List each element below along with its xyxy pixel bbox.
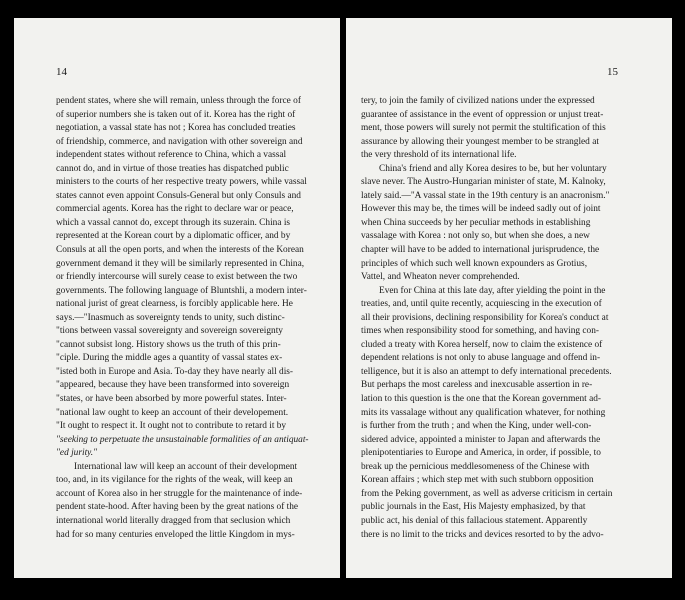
- text-line: assurance by allowing their youngest member to be strangled at: [361, 136, 599, 147]
- text-line: sidered advice, appointed a minister to Japan and afterwards the: [361, 434, 601, 445]
- text-line: "seeking to perpetuate the unsustainable formalities of an antiquat-: [56, 434, 309, 445]
- text-line: account of Korea also in her struggle for the maintenance of inde-: [56, 488, 303, 499]
- text-line: "ed jurity.": [56, 448, 98, 459]
- text-line: dependent relations is not only to abuse language and offend in-: [361, 353, 601, 364]
- text-line: guarantee of assistance in the event of oppression or unjust treat-: [361, 109, 604, 120]
- text-line: principles of which such well known expounders as Grotius,: [361, 258, 588, 269]
- text-line: Korean affairs ; which step met with such stubborn opposition: [361, 475, 594, 486]
- text-line: says.—"Inasmuch as sovereignty tends to unity, such distinc-: [56, 312, 285, 323]
- text-line: or friendly intercourse will surely cease to exist between the two: [56, 272, 298, 283]
- text-line: "It ought to respect it. It ought not to contribute to retard it by: [56, 421, 287, 432]
- text-line: there is no limit to the tricks and devices resorted to by the advo-: [361, 529, 604, 540]
- text-line: "national law ought to keep an account of their developement.: [56, 407, 289, 418]
- text-line: cannot do, and in virtue of those treaties has dispatched public: [56, 163, 289, 174]
- text-line: break up the pernicious meddlesomeness of the Chinese with: [361, 461, 590, 472]
- text-line: of friendship, commerce, and navigation with other sovereign and: [56, 136, 303, 147]
- text-line: ministers to the courts of her respective treaty powers, while vassal: [56, 177, 307, 188]
- text-line: China's friend and ally Korea desires to be, but her voluntary: [379, 163, 607, 174]
- text-line: mits its vassalage without any qualification whatever, for nothing: [361, 407, 606, 418]
- text-line: states cannot even appoint Consuls-General but only Consuls and: [56, 190, 301, 201]
- text-line: of superior numbers she is taken out of it. Korea has the right of: [56, 109, 296, 120]
- text-line: from the Peking government, as well as adverse criticism in certain: [361, 488, 613, 499]
- text-line: public journals in the East, His Majesty emphasized, by that: [361, 502, 586, 513]
- text-line: But perhaps the most careless and inexcusable assertion in re-: [361, 380, 593, 391]
- text-line: vassalage with Korea : not only so, but when she does, a new: [361, 231, 590, 242]
- text-line: However this may be, the times will be indeed sadly out of joint: [361, 204, 601, 215]
- text-line: pendent state-hood. After having been by the great nations of the: [56, 502, 299, 513]
- text-line: times when responsibility stood for something, and having con-: [361, 326, 599, 337]
- text-line: public act, his denial of this fallacious statement. Apparently: [361, 515, 588, 526]
- text-line: lately said.—"A vassal state in the 19th century is an anacronism.": [361, 190, 610, 201]
- text-line: "tions between vassal sovereignty and sovereign sovereignty: [56, 326, 283, 337]
- page-number: 15: [607, 66, 618, 78]
- text-line: the very threshold of its international life.: [361, 150, 517, 161]
- text-line: commercial agents. Korea has the right to declare war or peace,: [56, 204, 294, 215]
- text-line: "states, or have been absorbed by more powerful states. Inter-: [56, 394, 287, 405]
- text-line: "isted both in Europe and Asia. To-day they have nearly all dis-: [56, 366, 294, 377]
- page-number: 14: [56, 66, 67, 78]
- text-line: International law will keep an account of their development: [74, 461, 298, 472]
- text-line: Consuls at all the open ports, and when the interests of the Korean: [56, 245, 304, 256]
- page-text: [361, 95, 654, 542]
- text-line: plenipotentiaries to Europe and America, in order, if possible, to: [361, 448, 601, 459]
- text-line: negotiation, a vassal state has not ; Korea has concluded treaties: [56, 123, 296, 134]
- text-line: "ciple. During the middle ages a quantity of vassal states ex-: [56, 353, 283, 364]
- text-line: independent states without reference to China, which a vassal: [56, 150, 287, 161]
- text-line: cluded a treaty with Korea herself, now to claim the existence of: [361, 339, 603, 350]
- text-line: ment, those powers will surely not permit the stultification of this: [361, 123, 606, 134]
- text-line: is further from the truth ; and when the King, under well-con-: [361, 421, 592, 432]
- text-line: national jurist of great clearness, is forcibly applicable here. He: [56, 299, 293, 310]
- text-line: represented at the Korean court by a diplomatic officer, and by: [56, 231, 291, 242]
- text-line: had for so many centuries enveloped the little Kingdom in mys-: [56, 529, 295, 540]
- text-line: pendent states, where she will remain, unless through the force of: [56, 96, 301, 106]
- text-line: lation to this question is the one that the Korean government ad-: [361, 394, 602, 405]
- text-line: treaties, and, until quite recently, acquiescing in the execution of: [361, 299, 602, 310]
- text-line: international world literally dragged from that seclusion which: [56, 515, 291, 526]
- page-text: [56, 95, 330, 542]
- text-line: Vattel, and Wheaton never comprehended.: [361, 272, 520, 283]
- text-line: all their provisions, declining responsibility for Korea's conduct at: [361, 312, 609, 323]
- text-line: too, and, in its vigilance for the rights of the weak, will keep an: [56, 475, 293, 486]
- text-line: "cannot subsist long. History shows us the truth of this prin-: [56, 339, 281, 350]
- left-page: [14, 18, 340, 578]
- text-line: government demand it they will be similarly represented in China,: [56, 258, 305, 269]
- text-line: "appeared, because they have been transformed into sovereign: [56, 380, 290, 391]
- text-line: slave never. The Austro-Hungarian minister of state, M. Kalnoky,: [361, 177, 606, 188]
- text-line: which a vassal cannot do, except through its suzerain. China is: [56, 217, 291, 228]
- text-line: Even for China at this late day, after yielding the point in the: [379, 285, 606, 296]
- text-line: chapter will have to be added to international jurisprudence, the: [361, 245, 600, 256]
- text-line: governments. The following language of Bluntshli, a modern inter-: [56, 285, 307, 296]
- text-line: telligence, but it is also an attempt to defy international precedents.: [361, 366, 612, 377]
- right-page: [346, 18, 672, 578]
- text-line: when China succeeds by her peculiar methods in establishing: [361, 217, 591, 228]
- text-line: tery, to join the family of civilized nations under the expressed: [361, 96, 595, 106]
